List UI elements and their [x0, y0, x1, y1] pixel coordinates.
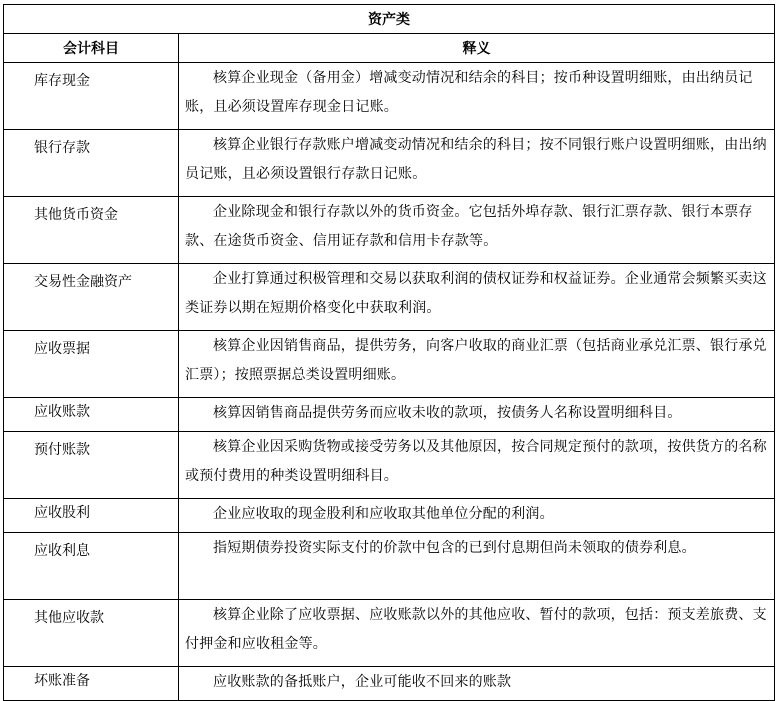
account-name: 其他应收款 — [4, 600, 179, 667]
table-row — [4, 63, 775, 130]
account-name: 应收账款 — [4, 398, 179, 432]
account-name: 预付账款 — [4, 432, 179, 499]
account-name: 库存现金 — [4, 63, 179, 130]
account-definition: 企业打算通过积极管理和交易以获取利润的债权证券和权益证券。企业通常会频繁买卖这类证券以期在短期价格变化中获取利润。 — [179, 264, 775, 331]
account-definition: 企业除现金和银行存款以外的货币资金。它包括外埠存款、银行汇票存款、银行本票存款、在途货币资金、信用证存款和信用卡存款等。 — [179, 197, 775, 264]
table-row — [4, 398, 775, 432]
column-header-account: 会计科目 — [4, 34, 179, 63]
account-definition: 核算因销售商品提供劳务而应收未收的款项，按债务人名称设置明细科目。 — [179, 398, 775, 432]
table-row — [4, 264, 775, 331]
asset-accounts-table — [3, 4, 775, 701]
table-row — [4, 197, 775, 264]
table-row — [4, 130, 775, 197]
table-row — [4, 432, 775, 499]
table-title: 资产类 — [4, 5, 775, 34]
account-definition: 核算企业除了应收票据、应收账款以外的其他应收、暂付的款项，包括：预支差旅费、支付押金和应收租金等。 — [179, 600, 775, 667]
account-definition: 核算企业现金（备用金）增减变动情况和结余的科目；按币种设置明细账，由出纳员记账，且必须设置库存现金日记账。 — [179, 63, 775, 130]
account-definition: 应收账款的备抵账户，企业可能收不回来的账款 — [179, 667, 775, 701]
account-name: 坏账准备 — [4, 667, 179, 701]
account-definition: 核算企业银行存款账户增减变动情况和结余的科目；按不同银行账户设置明细账，由出纳员记账，且必须设置银行存款日记账。 — [179, 130, 775, 197]
account-definition: 核算企业因销售商品，提供劳务，向客户收取的商业汇票（包括商业承兑汇票、银行承兑汇票）；按照票据总类设置明细账。 — [179, 331, 775, 398]
column-header-definition: 释义 — [179, 34, 775, 63]
account-definition: 指短期债券投资实际支付的价款中包含的已到付息期但尚未领取的债券利息。 — [179, 533, 775, 600]
account-name: 银行存款 — [4, 130, 179, 197]
table-row — [4, 600, 775, 667]
account-name: 应收股利 — [4, 499, 179, 533]
account-name: 应收票据 — [4, 331, 179, 398]
table-row — [4, 533, 775, 600]
table-row — [4, 331, 775, 398]
table-row — [4, 499, 775, 533]
account-name: 其他货币资金 — [4, 197, 179, 264]
account-definition: 企业应收取的现金股利和应收取其他单位分配的利润。 — [179, 499, 775, 533]
account-name: 应收利息 — [4, 533, 179, 600]
account-name: 交易性金融资产 — [4, 264, 179, 331]
table-row — [4, 667, 775, 701]
account-definition: 核算企业因采购货物或接受劳务以及其他原因，按合同规定预付的款项，按供货方的名称或预付费用的种类设置明细科目。 — [179, 432, 775, 499]
